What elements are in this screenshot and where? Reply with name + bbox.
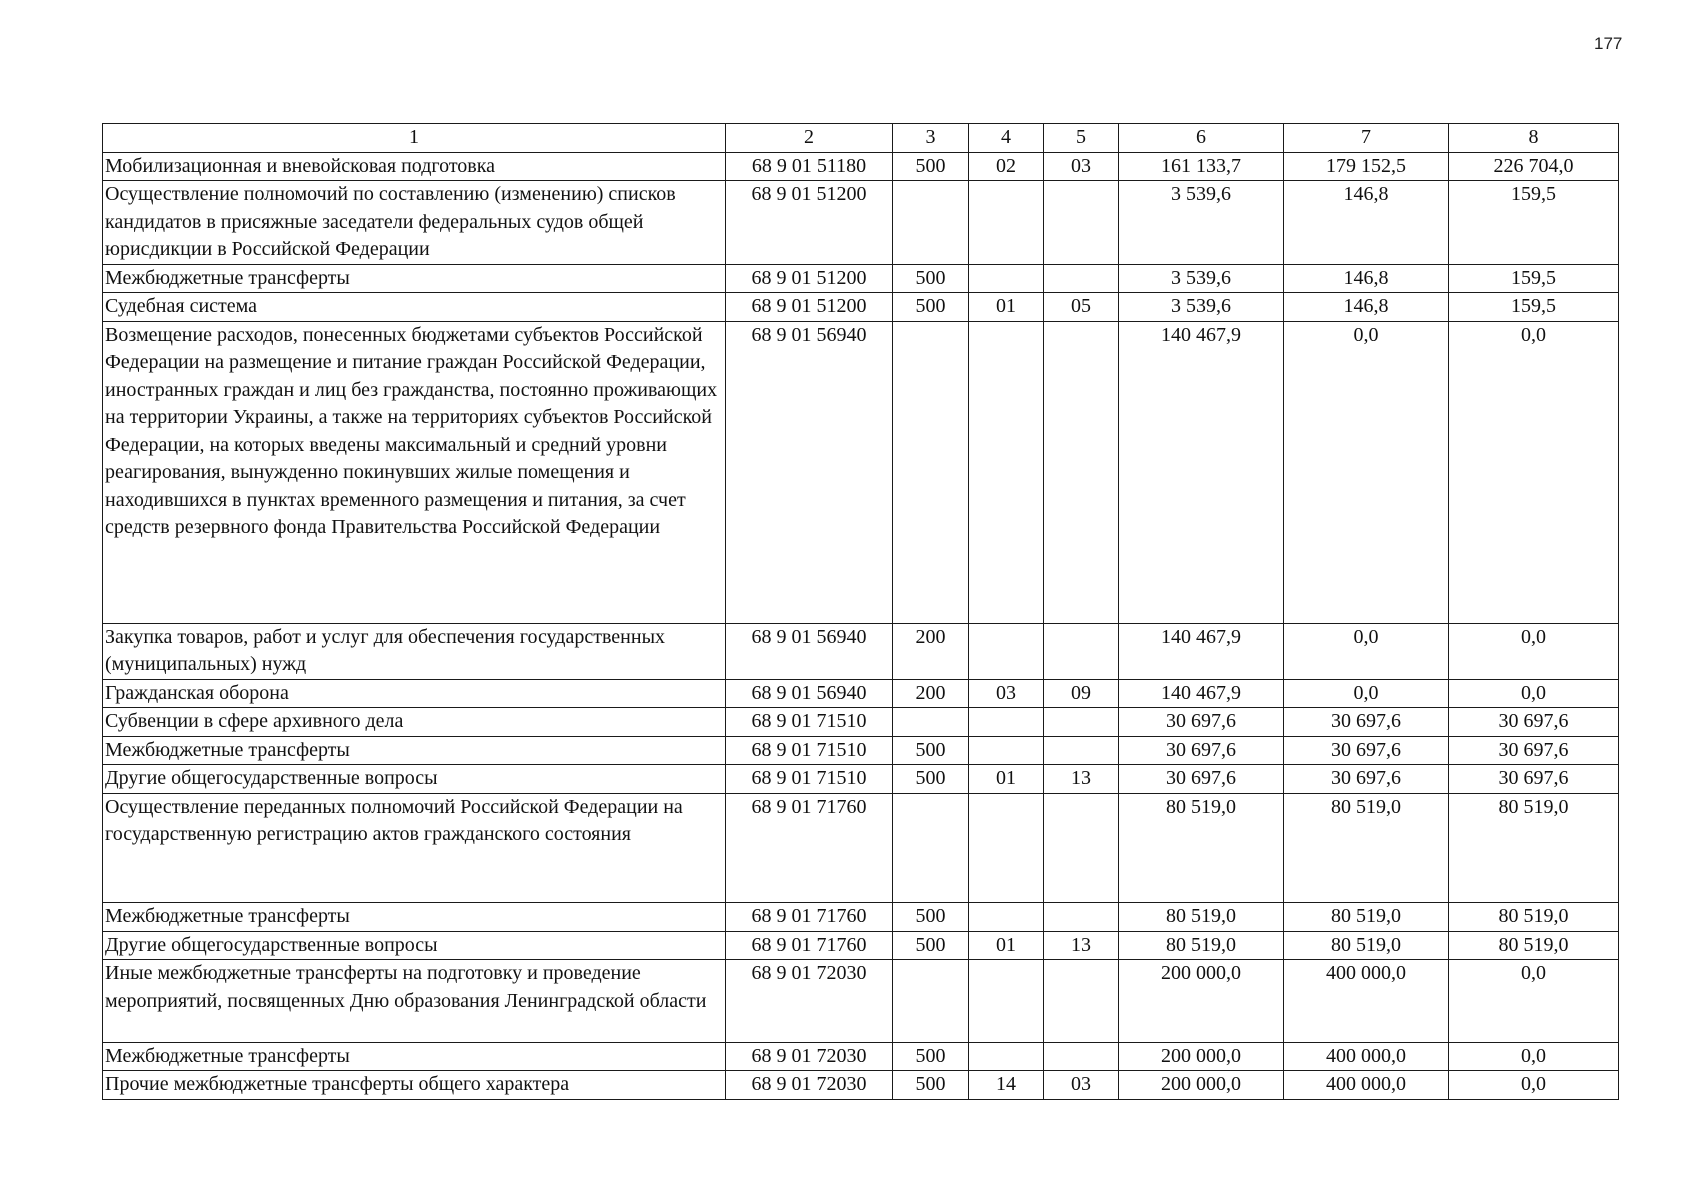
row-amount: 80 519,0 [1119,793,1284,903]
row-rz [969,736,1044,765]
row-vr: 500 [893,1071,969,1100]
row-name: Другие общегосударственные вопросы [103,931,726,960]
column-number-row [103,124,1619,153]
row-amount: 159,5 [1449,181,1619,265]
table-row [103,765,1619,794]
row-vr [893,181,969,265]
row-name: Мобилизационная и вневойсковая подготовка [103,152,726,181]
row-code: 68 9 01 72030 [726,1042,893,1071]
column-header: 5 [1044,124,1119,153]
row-name: Судебная система [103,293,726,322]
table-row [103,1071,1619,1100]
row-vr: 200 [893,623,969,679]
row-amount: 0,0 [1449,960,1619,1043]
row-amount: 179 152,5 [1284,152,1449,181]
row-rz [969,793,1044,903]
row-name: Межбюджетные трансферты [103,264,726,293]
row-name: Осуществление переданных полномочий Российской Федерации на государственную регистрацию актов гражданского состояния [103,793,726,903]
row-amount: 0,0 [1449,1071,1619,1100]
row-amount: 80 519,0 [1284,931,1449,960]
row-rz: 01 [969,765,1044,794]
row-pr [1044,264,1119,293]
row-vr: 500 [893,765,969,794]
row-amount: 30 697,6 [1449,736,1619,765]
row-name: Другие общегосударственные вопросы [103,765,726,794]
column-header: 1 [103,124,726,153]
row-amount: 159,5 [1449,293,1619,322]
row-vr: 500 [893,903,969,932]
row-amount: 140 467,9 [1119,679,1284,708]
row-code: 68 9 01 71760 [726,793,893,903]
row-pr [1044,321,1119,623]
row-rz [969,181,1044,265]
row-code: 68 9 01 56940 [726,321,893,623]
row-vr [893,321,969,623]
row-amount: 161 133,7 [1119,152,1284,181]
row-code: 68 9 01 51180 [726,152,893,181]
row-code: 68 9 01 51200 [726,293,893,322]
row-rz: 03 [969,679,1044,708]
row-pr: 13 [1044,765,1119,794]
row-amount: 200 000,0 [1119,1042,1284,1071]
row-amount: 0,0 [1284,679,1449,708]
row-amount: 80 519,0 [1284,793,1449,903]
row-name: Закупка товаров, работ и услуг для обеспечения государственных (муниципальных) нужд [103,623,726,679]
row-vr: 500 [893,1042,969,1071]
row-amount: 400 000,0 [1284,960,1449,1043]
table-row [103,793,1619,903]
row-amount: 0,0 [1449,623,1619,679]
row-vr: 500 [893,736,969,765]
row-pr [1044,736,1119,765]
row-amount: 140 467,9 [1119,623,1284,679]
row-amount: 400 000,0 [1284,1042,1449,1071]
row-name: Иные межбюджетные трансферты на подготовку и проведение мероприятий, посвященных Дню образования Ленинградской области [103,960,726,1043]
table-row [103,152,1619,181]
row-amount: 30 697,6 [1119,765,1284,794]
row-amount: 3 539,6 [1119,264,1284,293]
table-row [103,736,1619,765]
row-vr [893,960,969,1043]
table-row [103,293,1619,322]
table-row [103,931,1619,960]
row-rz [969,321,1044,623]
row-rz: 01 [969,931,1044,960]
row-amount: 146,8 [1284,181,1449,265]
row-amount: 0,0 [1449,679,1619,708]
row-amount: 80 519,0 [1119,903,1284,932]
table-body [103,152,1619,1099]
row-pr: 03 [1044,152,1119,181]
table-row [103,960,1619,1043]
row-amount: 400 000,0 [1284,1071,1449,1100]
row-amount: 159,5 [1449,264,1619,293]
row-rz: 02 [969,152,1044,181]
row-amount: 30 697,6 [1119,708,1284,737]
row-vr [893,793,969,903]
budget-table [102,123,1619,1100]
table-row [103,1042,1619,1071]
row-rz [969,1042,1044,1071]
row-amount: 30 697,6 [1449,765,1619,794]
table-row [103,679,1619,708]
row-name: Субвенции в сфере архивного дела [103,708,726,737]
row-code: 68 9 01 51200 [726,264,893,293]
row-amount: 30 697,6 [1284,736,1449,765]
column-header: 6 [1119,124,1284,153]
row-amount: 3 539,6 [1119,293,1284,322]
row-amount: 30 697,6 [1284,765,1449,794]
row-rz [969,903,1044,932]
row-amount: 80 519,0 [1449,793,1619,903]
column-header: 8 [1449,124,1619,153]
page-number: 177 [1594,34,1623,53]
row-amount: 200 000,0 [1119,960,1284,1043]
row-rz: 01 [969,293,1044,322]
row-pr [1044,181,1119,265]
row-code: 68 9 01 71760 [726,931,893,960]
row-pr [1044,960,1119,1043]
row-amount: 226 704,0 [1449,152,1619,181]
column-header: 7 [1284,124,1449,153]
row-rz [969,960,1044,1043]
row-name: Межбюджетные трансферты [103,1042,726,1071]
table-row [103,903,1619,932]
row-rz [969,623,1044,679]
row-code: 68 9 01 56940 [726,679,893,708]
table-row [103,264,1619,293]
table-row [103,181,1619,265]
row-code: 68 9 01 71510 [726,736,893,765]
row-pr: 03 [1044,1071,1119,1100]
row-vr: 500 [893,931,969,960]
row-rz [969,264,1044,293]
row-amount: 80 519,0 [1449,903,1619,932]
row-amount: 200 000,0 [1119,1071,1284,1100]
column-header: 4 [969,124,1044,153]
row-amount: 140 467,9 [1119,321,1284,623]
table-row [103,321,1619,623]
row-code: 68 9 01 51200 [726,181,893,265]
row-pr [1044,903,1119,932]
row-rz [969,708,1044,737]
row-amount: 0,0 [1284,321,1449,623]
row-amount: 30 697,6 [1119,736,1284,765]
row-code: 68 9 01 71760 [726,903,893,932]
row-amount: 146,8 [1284,293,1449,322]
row-amount: 80 519,0 [1284,903,1449,932]
row-vr: 500 [893,264,969,293]
row-name: Межбюджетные трансферты [103,736,726,765]
row-vr: 500 [893,293,969,322]
row-pr: 09 [1044,679,1119,708]
row-name: Осуществление полномочий по составлению (изменению) списков кандидатов в присяжные заседатели федеральных судов общей юрисдикции в Российской Федерации [103,181,726,265]
row-code: 68 9 01 72030 [726,1071,893,1100]
row-pr [1044,793,1119,903]
table-row [103,708,1619,737]
row-code: 68 9 01 56940 [726,623,893,679]
row-amount: 0,0 [1449,1042,1619,1071]
row-amount: 3 539,6 [1119,181,1284,265]
row-rz: 14 [969,1071,1044,1100]
row-pr [1044,708,1119,737]
row-name: Гражданская оборона [103,679,726,708]
row-amount: 0,0 [1449,321,1619,623]
row-pr: 05 [1044,293,1119,322]
row-amount: 30 697,6 [1284,708,1449,737]
row-vr: 200 [893,679,969,708]
row-code: 68 9 01 72030 [726,960,893,1043]
row-amount: 80 519,0 [1119,931,1284,960]
row-name: Возмещение расходов, понесенных бюджетами субъектов Российской Федерации на размещение и питание граждан Российской Федерации, иностранных граждан и лиц без гражданства, постоянно проживающих на территории Украины, а также на территориях субъектов Российской Федерации, на которых введены максимальный и средний уровни реагирования, вынужденно покинувших жилые помещения и находившихся в пунктах временного размещения и питания, за счет средств резервного фонда Правительства Российской Федерации [103,321,726,623]
row-vr: 500 [893,152,969,181]
row-name: Межбюджетные трансферты [103,903,726,932]
row-code: 68 9 01 71510 [726,765,893,794]
row-amount: 0,0 [1284,623,1449,679]
column-header: 3 [893,124,969,153]
row-pr [1044,623,1119,679]
column-header: 2 [726,124,893,153]
row-pr: 13 [1044,931,1119,960]
row-pr [1044,1042,1119,1071]
row-amount: 30 697,6 [1449,708,1619,737]
row-vr [893,708,969,737]
row-name: Прочие межбюджетные трансферты общего характера [103,1071,726,1100]
table-row [103,623,1619,679]
row-amount: 80 519,0 [1449,931,1619,960]
row-code: 68 9 01 71510 [726,708,893,737]
row-amount: 146,8 [1284,264,1449,293]
